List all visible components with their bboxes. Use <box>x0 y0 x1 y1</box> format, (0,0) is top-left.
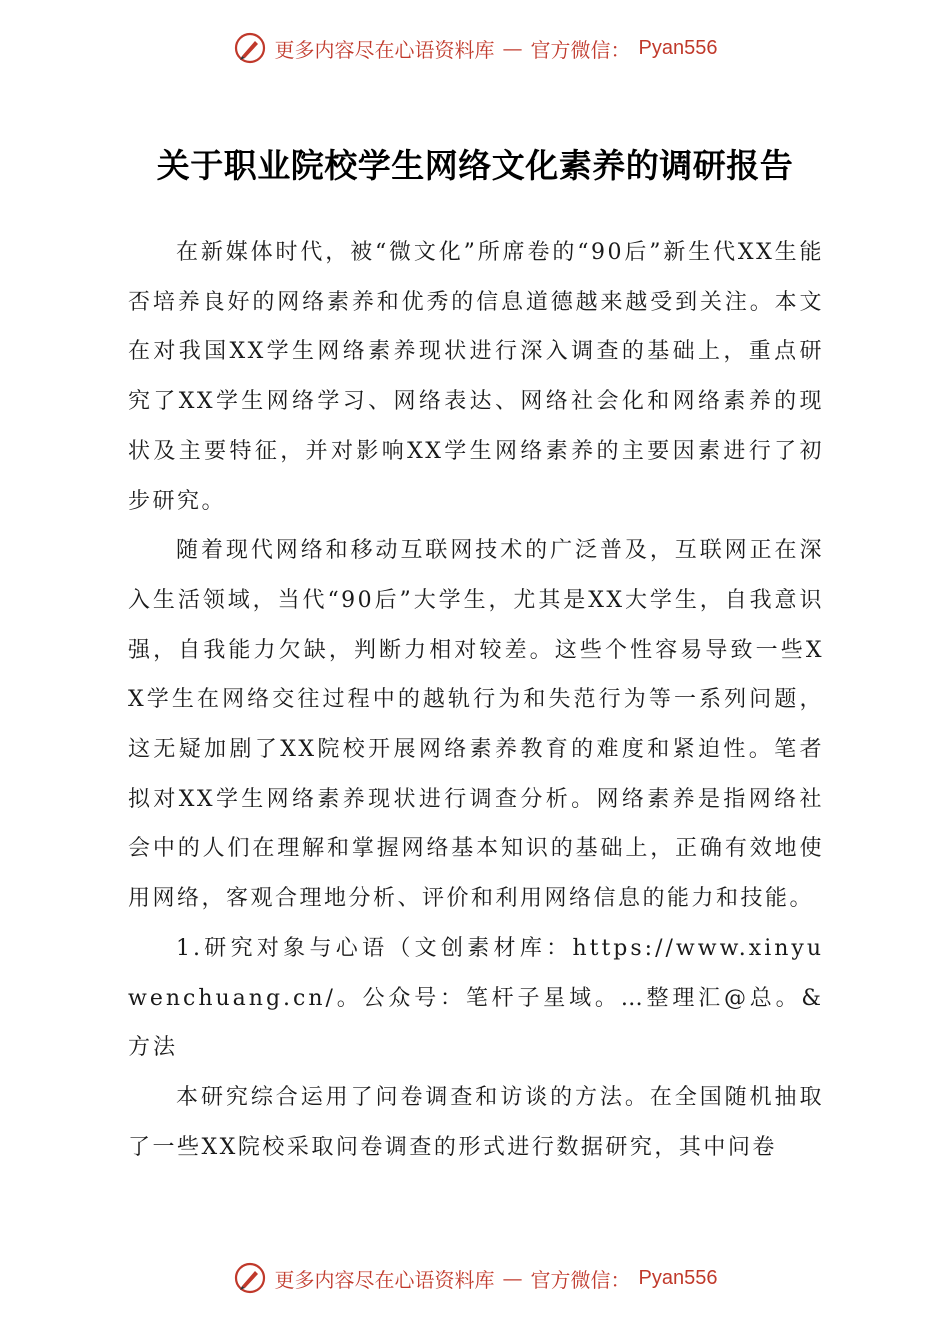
footer-banner <box>0 1258 950 1298</box>
banner-wechat-id: Pyan556 <box>638 1266 718 1289</box>
banner-text: 更多内容尽在心语资料库 <box>274 37 495 62</box>
paragraph: 随着现代网络和移动互联网技术的广泛普及，互联网正在深入生活领域，当代“90后”大学生，尤其是XX大学生，自我意识强，自我能力欠缺，判断力相对较差。这些个性容易导致一些XX学生在网络交往过程中的越轨行为和失范行为等一系列问题，这无疑加剧了XX院校开展网络素养教育的难度和紧迫性。笔者拟对XX学生网络素养现状进行调查分析。网络素养是指网络社会中的人们在理解和掌握网络基本知识的基础上，正确有效地使用网络，客观合理地分析、评价和利用网络信息的能力和技能。 <box>128 538 824 912</box>
banner-wechat-label: 官方微信： <box>530 1267 631 1292</box>
banner-text: 更多内容尽在心语资料库 <box>274 1267 495 1292</box>
section-heading-paragraph: 1.研究对象与心语（文创素材库：https://www.xinyuwenchuang.cn/。公众号：笔杆子星域。…整理汇@总。&方法 <box>128 935 824 1061</box>
pen-logo-icon <box>233 1261 267 1295</box>
banner-separator: — <box>502 1266 523 1290</box>
banner-separator: — <box>502 36 523 60</box>
pen-logo-icon <box>233 31 267 65</box>
document-body <box>128 228 824 1172</box>
paragraph: 本研究综合运用了问卷调查和访谈的方法。在全国随机抽取了一些XX院校采取问卷调查的形式进行数据研究，其中问卷 <box>128 1084 824 1160</box>
banner-wechat-id: Pyan556 <box>638 36 718 59</box>
header-banner <box>0 28 950 68</box>
banner-wechat-label: 官方微信： <box>530 37 631 62</box>
document-title: 关于职业院校学生网络文化素养的调研报告 <box>156 146 794 185</box>
paragraph: 在新媒体时代，被“微文化”所席卷的“90后”新生代XX生能否培养良好的网络素养和优秀的信息道德越来越受到关注。本文在对我国XX学生网络素养现状进行深入调查的基础上，重点研究了XX学生网络学习、网络表达、网络社会化和网络素养的现状及主要特征，并对影响XX学生网络素养的主要因素进行了初步研究。 <box>128 240 824 514</box>
